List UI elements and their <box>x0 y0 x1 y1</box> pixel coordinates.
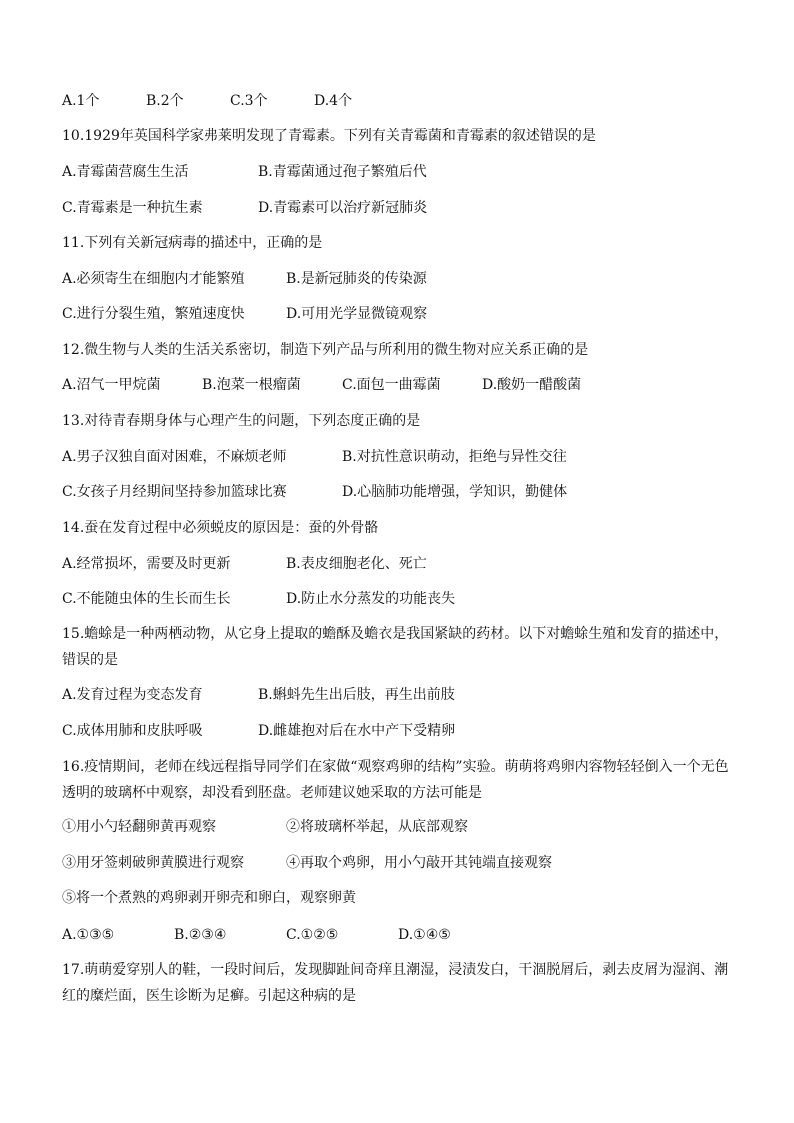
q15-stem: 15.蟾蜍是一种两栖动物，从它身上提取的蟾酥及蟾衣是我国紧缺的药材。以下对蟾蜍生殖和发育的描述中，错误的是 <box>62 626 729 668</box>
q13-option-d: D.心脑肺功能增强，学知识，勤健体 <box>342 484 568 500</box>
q15-option-d: D.雌雄抱对后在水中产下受精卵 <box>258 723 456 739</box>
q16-item-3: ③用牙签刺破卵黄膜进行观察 <box>62 855 244 871</box>
q16-option-d: D.①④⑤ <box>398 927 451 943</box>
q16-option-c: C.①②⑤ <box>286 927 339 943</box>
q15-option-a: A.发育过程为变态发育 <box>62 687 203 703</box>
q11-option-b: B.是新冠肺炎的传染源 <box>286 271 427 287</box>
q16-option-a: A.①③⑤ <box>62 927 115 943</box>
q13-option-b: B.对抗性意识萌动，拒绝与异性交往 <box>342 449 567 465</box>
q10-option-a: A.青霉菌营腐生生活 <box>62 164 189 180</box>
q10-stem: 10.1929年英国科学家弗莱明发现了青霉素。下列有关青霉菌和青霉素的叙述错误的是 <box>62 128 596 144</box>
q17-stem: 17.萌萌爱穿别人的鞋，一段时间后，发现脚趾间奇痒且潮湿，浸渍发白，干涸脱屑后，剥去皮屑为湿润、潮红的糜烂面，医生诊断为足癣。引起这种病的是 <box>62 962 729 1004</box>
q11-stem: 11.下列有关新冠病毒的描述中，正确的是 <box>62 235 323 251</box>
q16-item-5: ⑤将一个煮熟的鸡卵剥开卵壳和卵白，观察卵黄 <box>62 890 356 906</box>
q16-stem: 16.疫情期间，老师在线远程指导同学们在家做“观察鸡卵的结构”实验。萌萌将鸡卵内容物轻轻倒入一个无色透明的玻璃杯中观察，却没看到胚盘。老师建议她采取的方法可能是 <box>62 759 729 801</box>
q16-item-2: ②将玻璃杯举起，从底部观察 <box>286 819 468 835</box>
q14-option-c: C.不能随虫体的生长而生长 <box>62 591 231 607</box>
q12-option-a: A.沼气一甲烷菌 <box>62 377 161 393</box>
q11-option-c: C.进行分裂生殖，繁殖速度快 <box>62 306 245 322</box>
q16-item-1: ①用小勺轻翻卵黄再观察 <box>62 819 216 835</box>
q9-option-d: D.4个 <box>314 93 353 109</box>
q9-option-a: A.1个 <box>62 93 100 109</box>
q11-option-d: D.可用光学显微镜观察 <box>286 306 428 322</box>
q10-option-b: B.青霉菌通过孢子繁殖后代 <box>258 164 427 180</box>
q13-option-c: C.女孩子月经期间坚持参加篮球比赛 <box>62 484 287 500</box>
q12-option-d: D.酸奶一醋酸菌 <box>482 377 582 393</box>
q14-stem: 14.蚕在发育过程中必须蜕皮的原因是：蚕的外骨骼 <box>62 520 379 536</box>
q14-option-d: D.防止水分蒸发的功能丧失 <box>286 591 456 607</box>
q13-option-a: A.男子汉独自面对困难，不麻烦老师 <box>62 449 287 465</box>
q9-option-b: B.2个 <box>146 93 184 109</box>
q16-item-4: ④再取个鸡卵，用小勺敲开其钝端直接观察 <box>286 855 552 871</box>
q10-option-c: C.青霉素是一种抗生素 <box>62 200 203 216</box>
q12-option-c: C.面包一曲霉菌 <box>342 377 441 393</box>
q11-option-a: A.必须寄生在细胞内才能繁殖 <box>62 271 245 287</box>
q12-option-b: B.泡菜一根瘤菌 <box>202 377 301 393</box>
q16-option-b: B.②③④ <box>174 927 227 943</box>
q14-option-b: B.表皮细胞老化、死亡 <box>286 556 427 572</box>
q12-stem: 12.微生物与人类的生活关系密切，制造下列产品与所利用的微生物对应关系正确的是 <box>62 342 589 358</box>
q15-option-c: C.成体用肺和皮肤呼吸 <box>62 723 203 739</box>
q10-option-d: D.青霉素可以治疗新冠肺炎 <box>258 200 428 216</box>
q14-option-a: A.经常损坏，需要及时更新 <box>62 556 231 572</box>
q9-option-c: C.3个 <box>230 93 268 109</box>
q13-stem: 13.对待青春期身体与心理产生的问题，下列态度正确的是 <box>62 413 421 429</box>
q15-option-b: B.蝌蚪先生出后肢，再生出前肢 <box>258 687 455 703</box>
